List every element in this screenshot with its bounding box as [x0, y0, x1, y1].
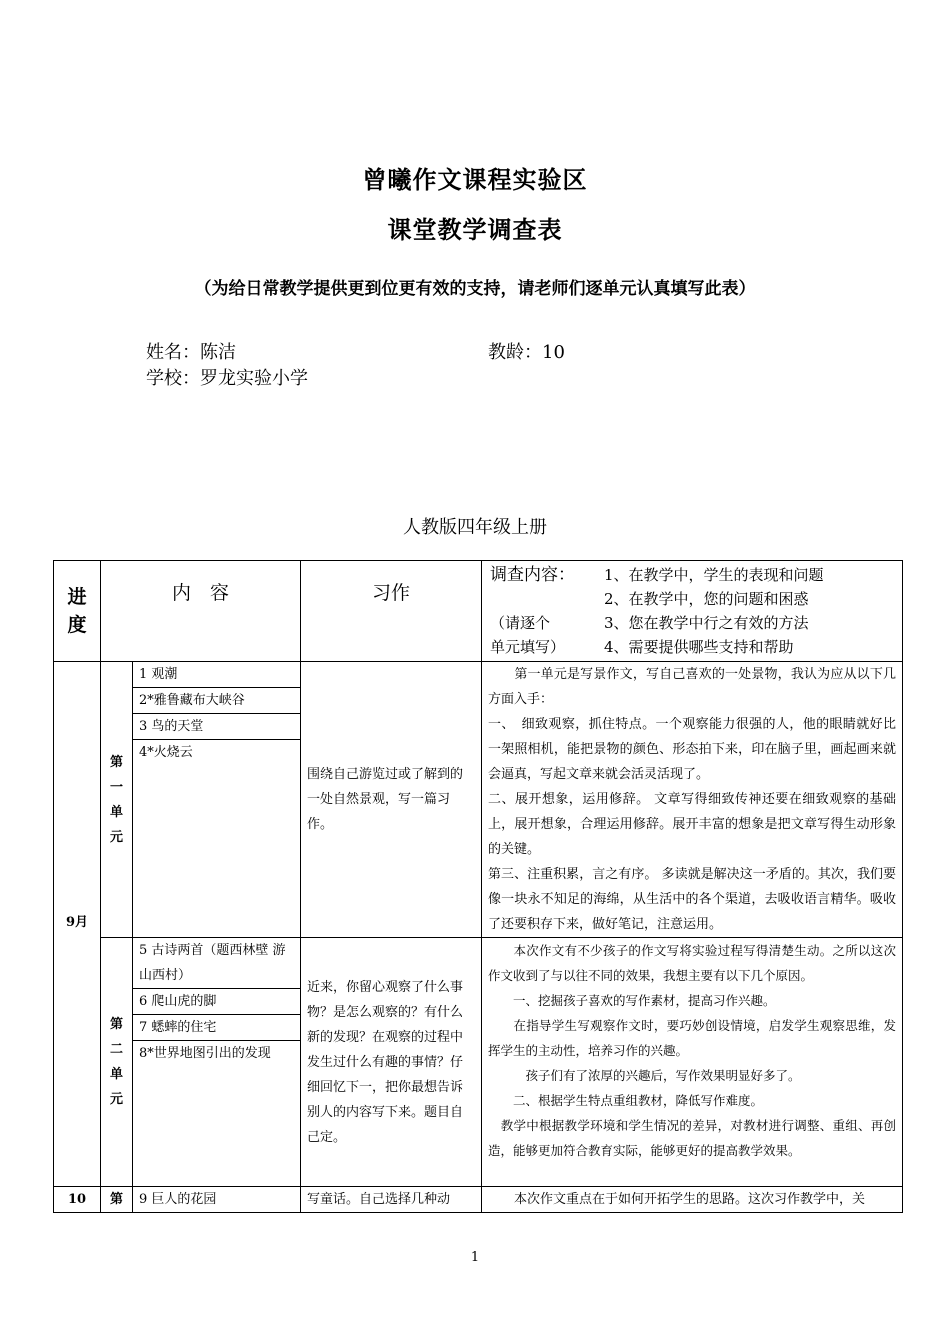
survey-label: 调查内容： [490, 565, 576, 585]
header-content: 内 容 [101, 561, 301, 662]
teaching-years [488, 338, 565, 364]
unit3-writing: 写童话。自己选择几种动 [301, 1187, 482, 1213]
unit2-lessons [133, 938, 301, 1187]
name-value: 陈洁 [200, 342, 236, 363]
lesson-item: 8*世界地图引出的发现 [139, 1046, 271, 1061]
age-value: 10 [542, 342, 565, 363]
lesson-item: 4*火烧云 [139, 745, 193, 760]
instruction-note: （为给日常教学提供更到位更有效的支持，请老师们逐单元认真填写此表） [194, 279, 756, 299]
lesson-item: 6 爬山虎的脚 [133, 989, 300, 1015]
header-progress: 进度 [54, 561, 101, 662]
unit-label: 第二单元 [101, 938, 133, 1187]
unit-label: 第一单元 [101, 662, 133, 938]
teacher-name [146, 338, 236, 364]
age-label: 教龄： [488, 342, 542, 363]
lesson-item: 2*雅鲁藏布大峡谷 [133, 688, 300, 714]
page-subtitle: 课堂教学调查表 [387, 215, 563, 244]
survey-item: 3、您在教学中行之有效的方法 [604, 614, 809, 632]
month-cell: 10 [54, 1187, 101, 1213]
lesson-item: 9 巨人的花园 [133, 1187, 301, 1213]
survey-item: 2、在教学中，您的问题和困惑 [604, 590, 809, 608]
unit2-writing: 近来，你留心观察了什么事物？是怎么观察的？有什么新的发现？在观察的过程中发生过什么有趣的事情？仔细回忆下一，把你最想告诉别人的内容写下来。题目自己定。 [301, 938, 482, 1187]
school-label: 学校： [146, 368, 200, 389]
name-label: 姓名： [146, 342, 200, 363]
unit1-lessons [133, 662, 301, 938]
lesson-item: 7 蟋蟀的住宅 [133, 1015, 300, 1041]
survey-fill-note: （请逐个 [490, 614, 551, 632]
lesson-item: 1 观潮 [133, 662, 300, 688]
unit1-feedback: 第一单元是写景作文，写自己喜欢的一处景物，我认为应从以下几方面入手： 一、 细致观察，抓住特点。一个观察能力很强的人，他的眼睛就好比一架照相机，能把景物的颜色、形态拍下来，印在脑子里，画起画来就会逼真，写起文章来就会活灵活现了。 二、展开想象，运用修辞。 文章写得细致传神还要在细致观察的基础上，展开想象，合理运用修辞。展开丰富的想象是把文章写得生动形象的关键。 第三、注重积累，言之有序。 多读就是解决这一矛盾的。其次，我们要像一块永不知足的海绵，从生活中的各个渠道，去吸收语言精华。吸收了还要积存下来，做好笔记，注意运用。 [482, 662, 903, 938]
survey-item: 1、在教学中，学生的表现和问题 [604, 566, 824, 584]
unit3-feedback: 本次作文重点在于如何开拓学生的思路。这次习作教学中，关 [482, 1187, 903, 1213]
lesson-item: 5 古诗两首（题西林壁 游山西村） [133, 938, 300, 989]
page-title: 曾曦作文课程实验区 [362, 165, 588, 194]
grade-title: 人教版四年级上册 [403, 517, 547, 538]
unit1-writing: 围绕自己游览过或了解到的一处自然景观，写一篇习作。 [301, 662, 482, 938]
survey-fill-note: 单元填写） [490, 638, 566, 656]
survey-item: 4、需要提供哪些支持和帮助 [604, 638, 794, 656]
school-value: 罗龙实验小学 [200, 368, 308, 389]
survey-table [53, 560, 903, 1213]
month-cell: 9月 [54, 662, 101, 1187]
header-writing: 习作 [301, 561, 482, 662]
school [146, 364, 308, 390]
page-number: 1 [470, 1250, 480, 1265]
lesson-item: 3 鸟的天堂 [133, 714, 300, 740]
header-survey [482, 561, 903, 662]
unit-label: 第 [101, 1187, 133, 1213]
unit2-feedback: 本次作文有不少孩子的作文写将实验过程写得清楚生动。之所以这次作文收到了与以往不同的效果，我想主要有以下几个原因。 一、挖掘孩子喜欢的写作素材，提高习作兴趣。 在指导学生写观察作文时，要巧妙创设情境，启发学生观察思维，发挥学生的主动性，培养习作的兴趣。 孩子们有了浓厚的兴趣后，写作效果明显好多了。 二、根据学生特点重组教材，降低写作难度。 教学中根据教学环境和学生情况的差异，对教材进行调整、重组、再创造，能够更加符合教育实际，能够更好的提高教学效果。 [482, 938, 903, 1187]
